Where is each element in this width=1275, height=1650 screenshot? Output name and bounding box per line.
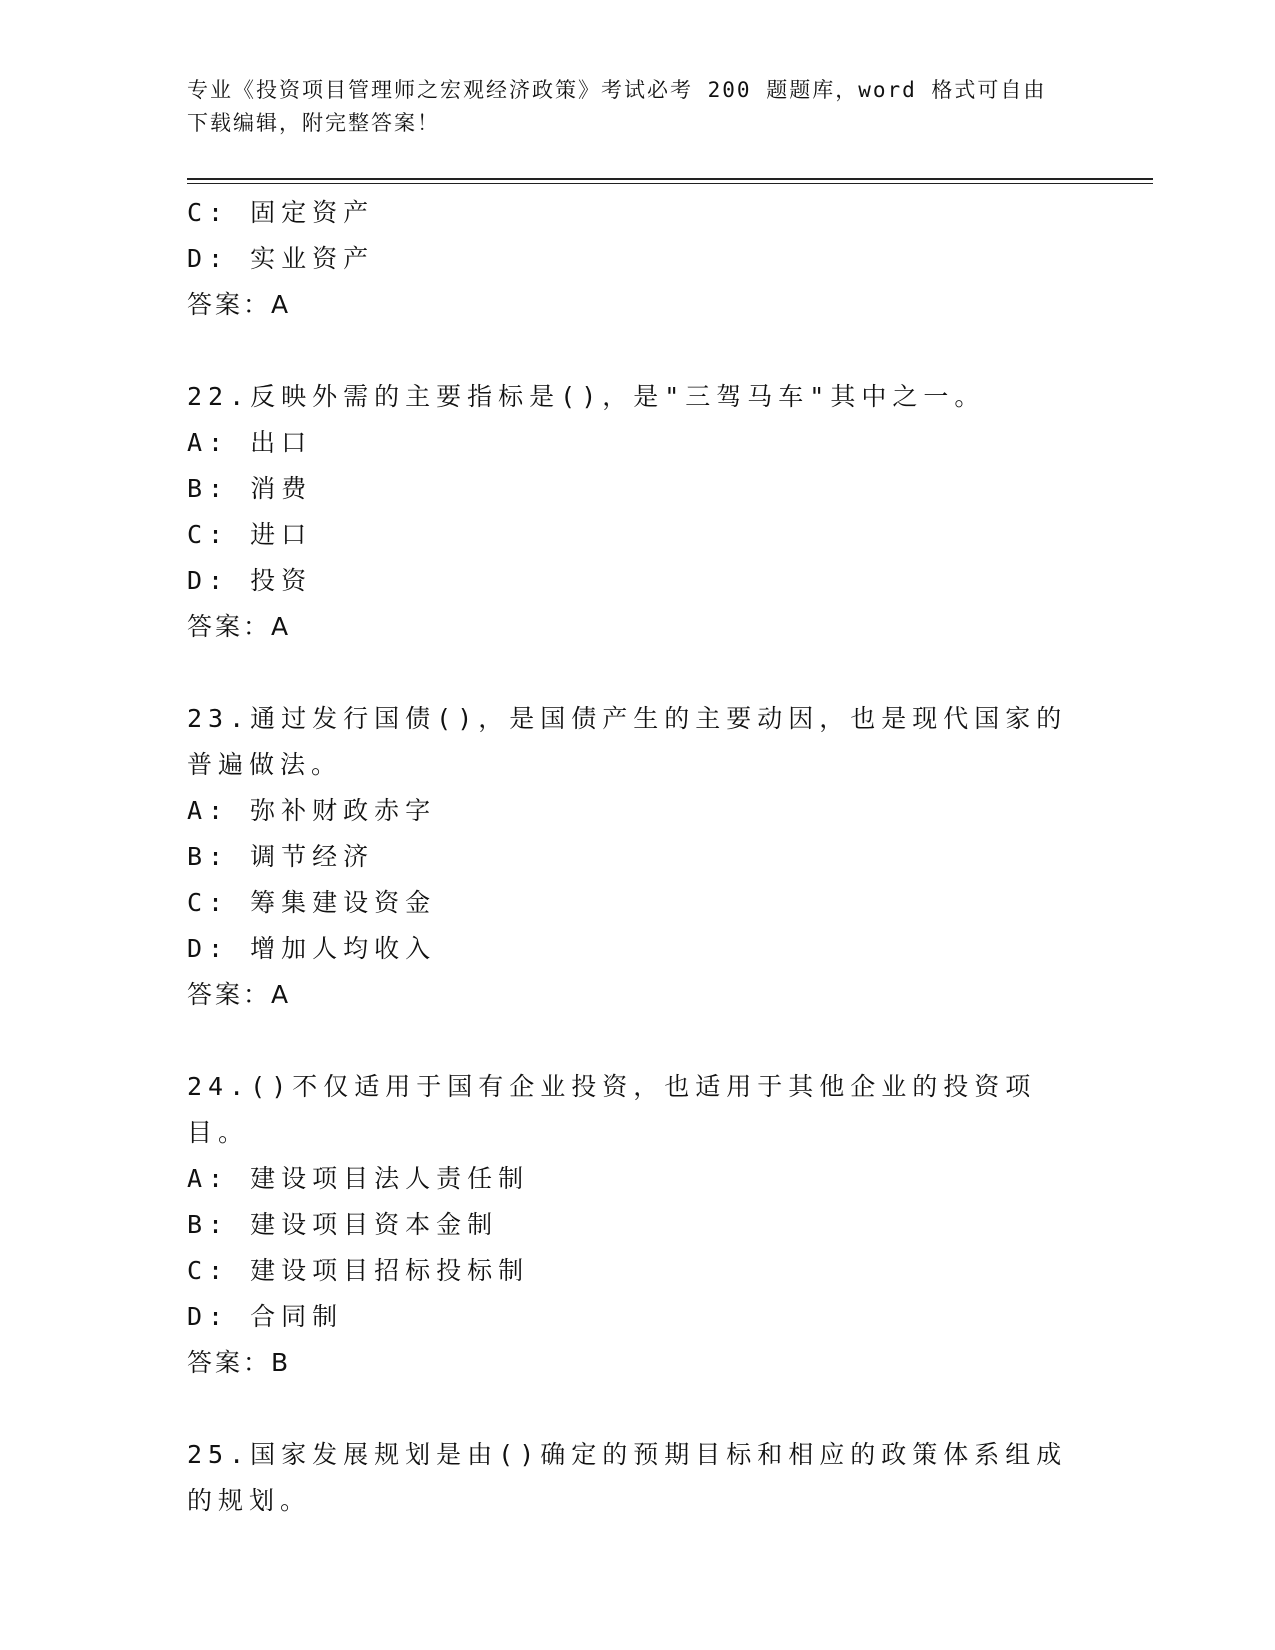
- option-letter: C:: [187, 888, 230, 917]
- option-line: [187, 466, 1087, 512]
- option-text: 合同制: [250, 1302, 344, 1331]
- header-rule-thick: [187, 178, 1153, 180]
- document-header: 专业《投资项目管理师之宏观经济政策》考试必考 200 题题库，word 格式可自由下载编辑，附完整答案！: [187, 78, 1047, 135]
- option-line: [187, 420, 1087, 466]
- question-23: [187, 696, 1087, 1018]
- option-line: [187, 558, 1087, 604]
- option-line: [187, 1156, 1087, 1202]
- option-line: [187, 1248, 1087, 1294]
- option-letter: B:: [187, 842, 230, 871]
- option-letter: A:: [187, 796, 230, 825]
- option-line: [187, 788, 1087, 834]
- option-line: [187, 880, 1087, 926]
- option-letter: A:: [187, 428, 230, 457]
- option-text: 弥补财政赤字: [250, 796, 437, 825]
- question-stem: 24.()不仅适用于国有企业投资，也适用于其他企业的投资项目。: [187, 1072, 1037, 1147]
- option-text: 建设项目资本金制: [250, 1210, 499, 1239]
- option-letter: A:: [187, 1164, 230, 1193]
- option-letter: C:: [187, 198, 230, 227]
- option-line: [187, 236, 1087, 282]
- option-line: [187, 190, 1087, 236]
- option-letter: D:: [187, 566, 230, 595]
- answer-line: 答案：A: [187, 980, 292, 1009]
- header-rule-thin: [187, 183, 1153, 184]
- option-text: 消费: [250, 474, 313, 503]
- option-text: 固定资产: [250, 198, 375, 227]
- option-text: 投资: [250, 566, 313, 595]
- question-list: [187, 190, 1087, 1524]
- option-line: [187, 834, 1087, 880]
- option-text: 进口: [250, 520, 313, 549]
- question-stem: 25.国家发展规划是由()确定的预期目标和相应的政策体系组成的规划。: [187, 1440, 1068, 1515]
- option-text: 出口: [250, 428, 313, 457]
- option-letter: B:: [187, 1210, 230, 1239]
- option-text: 建设项目招标投标制: [250, 1256, 530, 1285]
- option-letter: C:: [187, 520, 230, 549]
- answer-line: 答案：A: [187, 290, 292, 319]
- option-text: 实业资产: [250, 244, 375, 273]
- answer-line: 答案：B: [187, 1348, 292, 1377]
- option-letter: B:: [187, 474, 230, 503]
- option-text: 调节经济: [250, 842, 375, 871]
- option-line: [187, 926, 1087, 972]
- question-24: [187, 1064, 1087, 1386]
- carryover-question: [187, 190, 1087, 328]
- option-letter: C:: [187, 1256, 230, 1285]
- option-text: 增加人均收入: [250, 934, 437, 963]
- option-letter: D:: [187, 244, 230, 273]
- option-line: [187, 512, 1087, 558]
- question-22: [187, 374, 1087, 650]
- option-line: [187, 1202, 1087, 1248]
- option-text: 建设项目法人责任制: [250, 1164, 530, 1193]
- option-text: 筹集建设资金: [250, 888, 437, 917]
- option-letter: D:: [187, 1302, 230, 1331]
- question-stem: 22.反映外需的主要指标是()，是"三驾马车"其中之一。: [187, 382, 986, 411]
- question-stem: 23.通过发行国债()，是国债产生的主要动因，也是现代国家的普遍做法。: [187, 704, 1068, 779]
- question-25: [187, 1432, 1087, 1524]
- option-letter: D:: [187, 934, 230, 963]
- option-line: [187, 1294, 1087, 1340]
- answer-line: 答案：A: [187, 612, 292, 641]
